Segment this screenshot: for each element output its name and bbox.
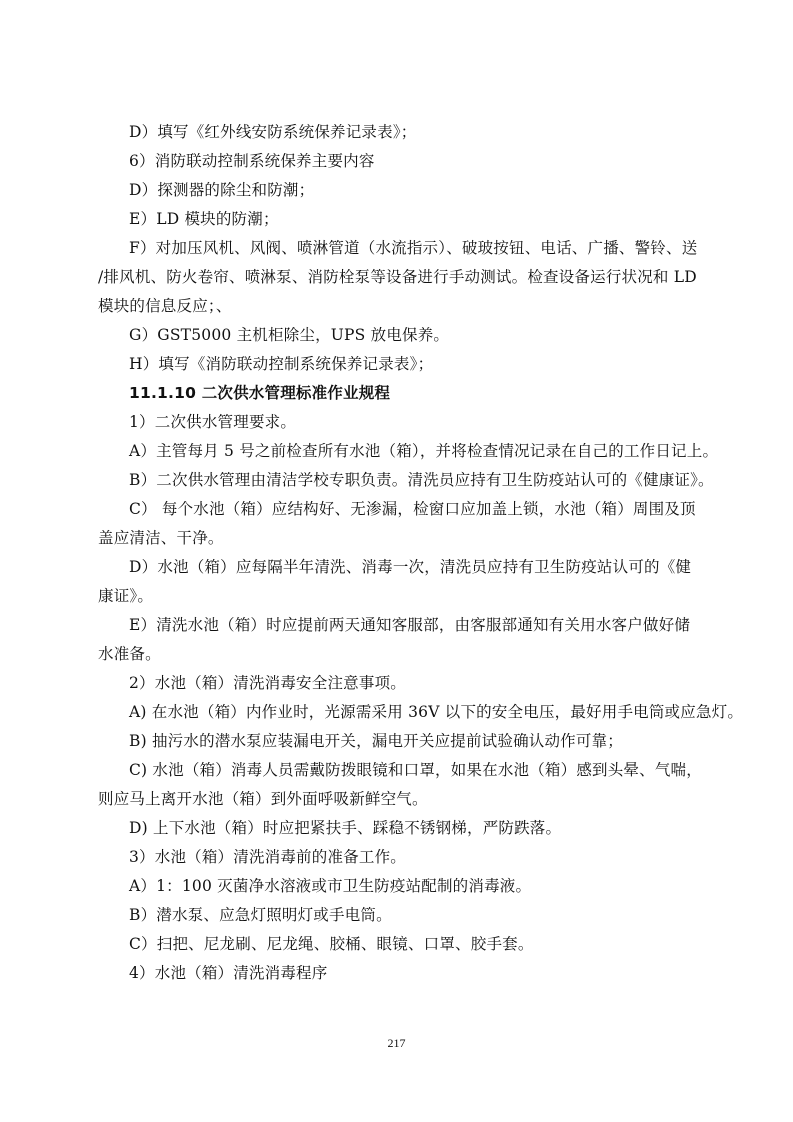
paragraph: D）水池（箱）应每隔半年清洗、消毒一次，清洗员应持有卫生防疫站认可的《健 <box>129 558 692 576</box>
paragraph: G）GST5000 主机柜除尘，UPS 放电保养。 <box>129 326 450 344</box>
paragraph-continuation: 盖应清洁、干净。 <box>98 529 224 547</box>
page-number: 217 <box>387 1036 406 1050</box>
paragraph: B）潜水泵、应急灯照明灯或手电筒。 <box>129 906 392 924</box>
paragraph: F）对加压风机、风阀、喷淋管道（水流指示）、破玻按钮、电话、广播、警铃、送 <box>129 239 698 257</box>
paragraph: C) 水池（箱）消毒人员需戴防拨眼镜和口罩，如果在水池（箱）感到头晕、气喘， <box>129 761 702 779</box>
page-body <box>98 118 744 988</box>
paragraph: D) 上下水池（箱）时应把紧扶手、踩稳不锈钢梯，严防跌落。 <box>129 819 562 837</box>
paragraph: 3）水池（箱）清洗消毒前的准备工作。 <box>129 848 406 866</box>
paragraph: D）填写《红外线安防系统保养记录表》； <box>129 123 417 141</box>
paragraph: H）填写《消防联动控制系统保养记录表》； <box>129 355 434 373</box>
paragraph: B) 抽污水的潜水泵应装漏电开关，漏电开关应提前试验确认动作可靠； <box>129 732 623 750</box>
paragraph: 6）消防联动控制系统保养主要内容 <box>129 152 375 170</box>
paragraph: A）1：100 灭菌净水溶液或市卫生防疫站配制的消毒液。 <box>129 877 532 895</box>
paragraph-continuation: /排风机、防火卷帘、喷淋泵、消防栓泵等设备进行手动测试。检查设备运行状况和 LD <box>98 268 697 286</box>
paragraph: 4）水池（箱）清洗消毒程序 <box>129 964 328 982</box>
paragraph: E）LD 模块的防潮； <box>129 210 279 228</box>
paragraph: E）清洗水池（箱）时应提前两天通知客服部，由客服部通知有关用水客户做好储 <box>129 616 691 634</box>
paragraph: 2）水池（箱）清洗消毒安全注意事项。 <box>129 674 406 692</box>
paragraph: 1）二次供水管理要求。 <box>129 413 297 431</box>
paragraph-continuation: 模块的信息反应；、 <box>98 297 232 315</box>
paragraph: C） 每个水池（箱）应结构好、无渗漏，检窗口应加盖上锁，水池（箱）周围及顶 <box>129 500 696 518</box>
paragraph-continuation: 水准备。 <box>98 645 161 663</box>
paragraph: A) 在水池（箱）内作业时，光源需采用 36V 以下的安全电压，最好用手电筒或应急灯。 <box>129 703 744 721</box>
paragraph: B）二次供水管理由清洁学校专职负责。清洗员应持有卫生防疫站认可的《健康证》。 <box>129 471 714 489</box>
paragraph: C）扫把、尼龙刷、尼龙绳、胶桶、眼镜、口罩、胶手套。 <box>129 935 534 953</box>
paragraph: A）主管每月 5 号之前检查所有水池（箱），并将检查情况记录在自己的工作日记上。 <box>129 442 719 460</box>
paragraph: D）探测器的除尘和防潮； <box>129 181 315 199</box>
paragraph-continuation: 康证》。 <box>98 587 154 605</box>
section-heading: 11.1.10 二次供水管理标准作业规程 <box>129 384 391 402</box>
paragraph-continuation: 则应马上离开水池（箱）到外面呼吸新鲜空气。 <box>98 790 428 808</box>
